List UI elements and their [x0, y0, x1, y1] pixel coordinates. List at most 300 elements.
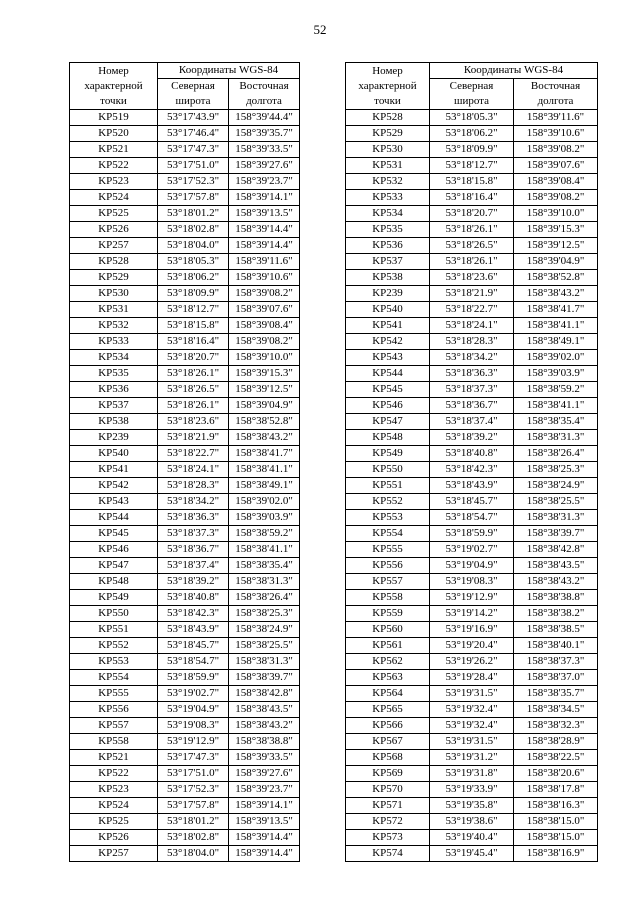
latitude-cell: 53°18'15.8" [430, 174, 514, 190]
table-row [70, 830, 300, 846]
latitude-cell: 53°19'20.4" [430, 638, 514, 654]
latitude-cell: 53°18'34.2" [430, 350, 514, 366]
table-row [70, 334, 300, 350]
longitude-cell: 158°39'14.4" [229, 846, 300, 862]
latitude-cell: 53°19'12.9" [158, 734, 229, 750]
coordinates-table-left [69, 62, 300, 862]
longitude-cell: 158°39'08.2" [514, 190, 598, 206]
table-row [70, 590, 300, 606]
longitude-cell: 158°39'13.5" [229, 814, 300, 830]
latitude-cell: 53°18'43.9" [158, 622, 229, 638]
longitude-cell: 158°38'20.6" [514, 766, 598, 782]
point-id-cell: KP536 [346, 238, 430, 254]
longitude-cell: 158°39'03.9" [229, 510, 300, 526]
latitude-cell: 53°19'33.9" [430, 782, 514, 798]
table-row [70, 478, 300, 494]
latitude-cell: 53°18'22.7" [430, 302, 514, 318]
longitude-cell: 158°39'10.6" [514, 126, 598, 142]
latitude-cell: 53°18'39.2" [158, 574, 229, 590]
table-row [70, 782, 300, 798]
point-id-cell: KP561 [346, 638, 430, 654]
point-id-cell: KP541 [346, 318, 430, 334]
point-id-cell: KP525 [70, 814, 158, 830]
longitude-cell: 158°38'41.1" [229, 542, 300, 558]
table-row [70, 110, 300, 126]
point-id-cell: KP528 [346, 110, 430, 126]
longitude-cell: 158°39'08.2" [229, 334, 300, 350]
latitude-cell: 53°18'26.5" [430, 238, 514, 254]
longitude-cell: 158°38'35.7" [514, 686, 598, 702]
header-point-number [346, 63, 430, 110]
latitude-cell: 53°18'21.9" [158, 430, 229, 446]
longitude-cell: 158°38'59.2" [514, 382, 598, 398]
point-id-cell: KP550 [346, 462, 430, 478]
header-latitude [430, 79, 514, 110]
table-row [346, 846, 598, 862]
table-row [346, 766, 598, 782]
point-id-cell: KP549 [346, 446, 430, 462]
table-row [70, 798, 300, 814]
table-row [70, 718, 300, 734]
page-number: 52 [313, 22, 327, 37]
table-row [70, 254, 300, 270]
longitude-cell: 158°38'22.5" [514, 750, 598, 766]
longitude-cell: 158°38'41.1" [514, 318, 598, 334]
latitude-cell: 53°19'28.4" [430, 670, 514, 686]
point-id-cell: KP537 [70, 398, 158, 414]
table-row [70, 558, 300, 574]
latitude-cell: 53°18'39.2" [430, 430, 514, 446]
header-point-number [70, 63, 158, 110]
latitude-cell: 53°18'26.1" [158, 398, 229, 414]
header-lat-line: Северная [171, 80, 215, 92]
header-point-line: точки [374, 94, 401, 107]
table-row [346, 222, 598, 238]
longitude-cell: 158°38'16.9" [514, 846, 598, 862]
point-id-cell: KP557 [70, 718, 158, 734]
latitude-cell: 53°17'52.3" [158, 174, 229, 190]
latitude-cell: 53°17'51.0" [158, 766, 229, 782]
longitude-cell: 158°39'15.3" [514, 222, 598, 238]
latitude-cell: 53°18'36.3" [430, 366, 514, 382]
point-id-cell: KP540 [346, 302, 430, 318]
latitude-cell: 53°19'16.9" [430, 622, 514, 638]
longitude-cell: 158°39'15.3" [229, 366, 300, 382]
table-row [70, 126, 300, 142]
latitude-cell: 53°19'40.4" [430, 830, 514, 846]
longitude-cell: 158°38'52.8" [514, 270, 598, 286]
latitude-cell: 53°18'37.3" [158, 526, 229, 542]
table-row [346, 686, 598, 702]
longitude-cell: 158°38'34.5" [514, 702, 598, 718]
longitude-cell: 158°39'12.5" [514, 238, 598, 254]
table-row [70, 414, 300, 430]
longitude-cell: 158°38'49.1" [229, 478, 300, 494]
latitude-cell: 53°18'36.7" [158, 542, 229, 558]
table-row [70, 766, 300, 782]
point-id-cell: KP555 [70, 686, 158, 702]
table-row [346, 542, 598, 558]
latitude-cell: 53°19'12.9" [430, 590, 514, 606]
table-row [346, 126, 598, 142]
latitude-cell: 53°18'04.0" [158, 238, 229, 254]
table-row [70, 542, 300, 558]
point-id-cell: KP573 [346, 830, 430, 846]
longitude-cell: 158°39'04.9" [229, 398, 300, 414]
longitude-cell: 158°38'39.7" [229, 670, 300, 686]
longitude-cell: 158°38'43.5" [229, 702, 300, 718]
table-row [346, 430, 598, 446]
table-row [70, 606, 300, 622]
longitude-cell: 158°39'08.2" [229, 286, 300, 302]
table-row [70, 622, 300, 638]
point-id-cell: KP525 [70, 206, 158, 222]
table-row [70, 238, 300, 254]
header-lat-line: широта [453, 95, 490, 107]
table-row [346, 238, 598, 254]
table-row [346, 670, 598, 686]
table-row [346, 366, 598, 382]
point-id-cell: KP566 [346, 718, 430, 734]
latitude-cell: 53°19'31.5" [430, 686, 514, 702]
longitude-cell: 158°38'31.3" [229, 654, 300, 670]
table-row [70, 366, 300, 382]
latitude-cell: 53°18'05.3" [158, 254, 229, 270]
longitude-cell: 158°38'24.9" [514, 478, 598, 494]
point-id-cell: KP521 [70, 142, 158, 158]
longitude-cell: 158°38'41.1" [229, 462, 300, 478]
longitude-cell: 158°38'16.3" [514, 798, 598, 814]
longitude-cell: 158°38'40.1" [514, 638, 598, 654]
longitude-cell: 158°38'38.5" [514, 622, 598, 638]
latitude-cell: 53°18'20.7" [430, 206, 514, 222]
longitude-cell: 158°38'25.5" [229, 638, 300, 654]
latitude-cell: 53°17'52.3" [158, 782, 229, 798]
longitude-cell: 158°39'44.4" [229, 110, 300, 126]
coordinates-table-right [345, 62, 598, 862]
table-row [346, 782, 598, 798]
header-coords: Координаты WGS-84 [158, 63, 300, 79]
longitude-cell: 158°39'33.5" [229, 142, 300, 158]
longitude-cell: 158°38'17.8" [514, 782, 598, 798]
table-row [70, 382, 300, 398]
latitude-cell: 53°19'08.3" [430, 574, 514, 590]
point-id-cell: KP562 [346, 654, 430, 670]
longitude-cell: 158°38'49.1" [514, 334, 598, 350]
table-row [346, 606, 598, 622]
latitude-cell: 53°18'37.4" [158, 558, 229, 574]
table-row [70, 846, 300, 862]
table-row [70, 494, 300, 510]
latitude-cell: 53°19'31.2" [430, 750, 514, 766]
latitude-cell: 53°18'26.1" [430, 254, 514, 270]
point-id-cell: KP529 [346, 126, 430, 142]
longitude-cell: 158°39'23.7" [229, 782, 300, 798]
longitude-cell: 158°38'41.7" [514, 302, 598, 318]
longitude-cell: 158°38'26.4" [229, 590, 300, 606]
header-point-line: характерной [84, 79, 143, 92]
latitude-cell: 53°18'12.7" [430, 158, 514, 174]
longitude-cell: 158°38'28.9" [514, 734, 598, 750]
longitude-cell: 158°38'38.8" [514, 590, 598, 606]
latitude-cell: 53°18'36.3" [158, 510, 229, 526]
longitude-cell: 158°39'14.4" [229, 238, 300, 254]
longitude-cell: 158°39'12.5" [229, 382, 300, 398]
longitude-cell: 158°39'08.4" [514, 174, 598, 190]
longitude-cell: 158°39'03.9" [514, 366, 598, 382]
point-id-cell: KP552 [70, 638, 158, 654]
point-id-cell: KP538 [70, 414, 158, 430]
header-lat-line: Северная [449, 80, 494, 92]
header-point-line: характерной [358, 79, 417, 92]
longitude-cell: 158°38'42.8" [514, 542, 598, 558]
point-id-cell: KP567 [346, 734, 430, 750]
longitude-cell: 158°38'43.2" [514, 286, 598, 302]
point-id-cell: KP547 [70, 558, 158, 574]
point-id-cell: KP544 [70, 510, 158, 526]
table-row [70, 302, 300, 318]
point-id-cell: KP528 [70, 254, 158, 270]
point-id-cell: KP524 [70, 190, 158, 206]
longitude-cell: 158°38'59.2" [229, 526, 300, 542]
point-id-cell: KP556 [70, 702, 158, 718]
point-id-cell: KP542 [70, 478, 158, 494]
header-longitude [514, 79, 598, 110]
table-row [346, 718, 598, 734]
longitude-cell: 158°39'08.2" [514, 142, 598, 158]
latitude-cell: 53°18'43.9" [430, 478, 514, 494]
table-row [346, 318, 598, 334]
latitude-cell: 53°18'21.9" [430, 286, 514, 302]
latitude-cell: 53°18'24.1" [430, 318, 514, 334]
point-id-cell: KP526 [70, 222, 158, 238]
longitude-cell: 158°38'38.8" [229, 734, 300, 750]
point-id-cell: KP569 [346, 766, 430, 782]
header-point-line: точки [100, 94, 127, 107]
point-id-cell: KP530 [346, 142, 430, 158]
point-id-cell: KP534 [346, 206, 430, 222]
point-id-cell: KP570 [346, 782, 430, 798]
table-row [346, 158, 598, 174]
table-row [346, 494, 598, 510]
latitude-cell: 53°18'05.3" [430, 110, 514, 126]
longitude-cell: 158°39'35.7" [229, 126, 300, 142]
longitude-cell: 158°39'33.5" [229, 750, 300, 766]
longitude-cell: 158°38'37.0" [514, 670, 598, 686]
table-row [346, 734, 598, 750]
point-id-cell: KP522 [70, 766, 158, 782]
point-id-cell: KP549 [70, 590, 158, 606]
point-id-cell: KP523 [70, 782, 158, 798]
longitude-cell: 158°38'41.7" [229, 446, 300, 462]
longitude-cell: 158°38'43.2" [514, 574, 598, 590]
point-id-cell: KP519 [70, 110, 158, 126]
latitude-cell: 53°18'16.4" [430, 190, 514, 206]
point-id-cell: KP547 [346, 414, 430, 430]
longitude-cell: 158°38'42.8" [229, 686, 300, 702]
latitude-cell: 53°18'37.4" [430, 414, 514, 430]
table-row [70, 190, 300, 206]
longitude-cell: 158°38'25.5" [514, 494, 598, 510]
point-id-cell: KP545 [346, 382, 430, 398]
point-id-cell: KP551 [70, 622, 158, 638]
table-row [346, 526, 598, 542]
point-id-cell: KP522 [70, 158, 158, 174]
point-id-cell: KP535 [70, 366, 158, 382]
longitude-cell: 158°38'15.0" [514, 814, 598, 830]
point-id-cell: KP559 [346, 606, 430, 622]
table-row [70, 750, 300, 766]
latitude-cell: 53°17'47.3" [158, 142, 229, 158]
longitude-cell: 158°39'10.0" [514, 206, 598, 222]
point-id-cell: KP543 [70, 494, 158, 510]
table-row [346, 702, 598, 718]
table-row [70, 526, 300, 542]
point-id-cell: KP558 [70, 734, 158, 750]
latitude-cell: 53°18'23.6" [158, 414, 229, 430]
point-id-cell: KP552 [346, 494, 430, 510]
latitude-cell: 53°18'02.8" [158, 222, 229, 238]
latitude-cell: 53°18'59.9" [158, 670, 229, 686]
table-body-left [70, 110, 300, 862]
table-row [70, 174, 300, 190]
table-row [346, 558, 598, 574]
table-row [70, 462, 300, 478]
latitude-cell: 53°18'37.3" [430, 382, 514, 398]
point-id-cell: KP530 [70, 286, 158, 302]
latitude-cell: 53°18'01.2" [158, 206, 229, 222]
latitude-cell: 53°17'43.9" [158, 110, 229, 126]
point-id-cell: KP571 [346, 798, 430, 814]
header-longitude [229, 79, 300, 110]
latitude-cell: 53°17'47.3" [158, 750, 229, 766]
header-lon-line: долгота [246, 95, 282, 107]
header-lon-line: Восточная [530, 80, 581, 92]
latitude-cell: 53°19'26.2" [430, 654, 514, 670]
table-row [70, 350, 300, 366]
point-id-cell: KP537 [346, 254, 430, 270]
longitude-cell: 158°39'08.4" [229, 318, 300, 334]
point-id-cell: KP564 [346, 686, 430, 702]
point-id-cell: KP535 [346, 222, 430, 238]
point-id-cell: KP554 [346, 526, 430, 542]
longitude-cell: 158°38'41.1" [514, 398, 598, 414]
longitude-cell: 158°38'26.4" [514, 446, 598, 462]
latitude-cell: 53°18'20.7" [158, 350, 229, 366]
table-row [70, 142, 300, 158]
latitude-cell: 53°18'09.9" [158, 286, 229, 302]
point-id-cell: KP536 [70, 382, 158, 398]
point-id-cell: KP555 [346, 542, 430, 558]
longitude-cell: 158°38'31.3" [514, 430, 598, 446]
latitude-cell: 53°17'51.0" [158, 158, 229, 174]
point-id-cell: KP531 [70, 302, 158, 318]
point-id-cell: KP532 [70, 318, 158, 334]
table-row [70, 510, 300, 526]
point-id-cell: KP257 [70, 846, 158, 862]
point-id-cell: KP548 [70, 574, 158, 590]
longitude-cell: 158°39'11.6" [229, 254, 300, 270]
point-id-cell: KP551 [346, 478, 430, 494]
latitude-cell: 53°18'40.8" [158, 590, 229, 606]
latitude-cell: 53°17'46.4" [158, 126, 229, 142]
point-id-cell: KP558 [346, 590, 430, 606]
point-id-cell: KP541 [70, 462, 158, 478]
table-row [70, 814, 300, 830]
table-row [346, 574, 598, 590]
longitude-cell: 158°39'04.9" [514, 254, 598, 270]
table-row [70, 670, 300, 686]
table-row [346, 350, 598, 366]
latitude-cell: 53°19'35.8" [430, 798, 514, 814]
point-id-cell: KP557 [346, 574, 430, 590]
table-row [346, 446, 598, 462]
latitude-cell: 53°19'38.6" [430, 814, 514, 830]
header-lat-line: широта [175, 95, 211, 107]
point-id-cell: KP542 [346, 334, 430, 350]
latitude-cell: 53°17'57.8" [158, 798, 229, 814]
latitude-cell: 53°19'04.9" [158, 702, 229, 718]
header-latitude [158, 79, 229, 110]
point-id-cell: KP533 [70, 334, 158, 350]
table-row [70, 270, 300, 286]
longitude-cell: 158°38'24.9" [229, 622, 300, 638]
longitude-cell: 158°39'27.6" [229, 158, 300, 174]
latitude-cell: 53°18'36.7" [430, 398, 514, 414]
latitude-cell: 53°18'23.6" [430, 270, 514, 286]
longitude-cell: 158°38'38.2" [514, 606, 598, 622]
latitude-cell: 53°18'42.3" [158, 606, 229, 622]
table-row [346, 206, 598, 222]
latitude-cell: 53°18'54.7" [430, 510, 514, 526]
longitude-cell: 158°38'31.3" [229, 574, 300, 590]
longitude-cell: 158°39'13.5" [229, 206, 300, 222]
point-id-cell: KP565 [346, 702, 430, 718]
point-id-cell: KP550 [70, 606, 158, 622]
point-id-cell: KP529 [70, 270, 158, 286]
table-row [346, 382, 598, 398]
table-row [346, 462, 598, 478]
longitude-cell: 158°39'07.6" [514, 158, 598, 174]
table-row [70, 206, 300, 222]
latitude-cell: 53°19'45.4" [430, 846, 514, 862]
latitude-cell: 53°18'26.5" [158, 382, 229, 398]
longitude-cell: 158°38'25.3" [514, 462, 598, 478]
point-id-cell: KP553 [346, 510, 430, 526]
table-row [346, 190, 598, 206]
latitude-cell: 53°18'34.2" [158, 494, 229, 510]
table-row [346, 302, 598, 318]
point-id-cell: KP523 [70, 174, 158, 190]
point-id-cell: KP540 [70, 446, 158, 462]
table-row [70, 318, 300, 334]
longitude-cell: 158°39'14.1" [229, 798, 300, 814]
table-row [346, 334, 598, 350]
longitude-cell: 158°38'52.8" [229, 414, 300, 430]
point-id-cell: KP546 [70, 542, 158, 558]
header-coords: Координаты WGS-84 [430, 63, 598, 79]
table-row [70, 702, 300, 718]
latitude-cell: 53°18'40.8" [430, 446, 514, 462]
longitude-cell: 158°39'02.0" [514, 350, 598, 366]
point-id-cell: KP531 [346, 158, 430, 174]
table-row [346, 110, 598, 126]
table-row [70, 638, 300, 654]
table-row [70, 654, 300, 670]
point-id-cell: KP257 [70, 238, 158, 254]
table-row [346, 414, 598, 430]
longitude-cell: 158°38'43.5" [514, 558, 598, 574]
